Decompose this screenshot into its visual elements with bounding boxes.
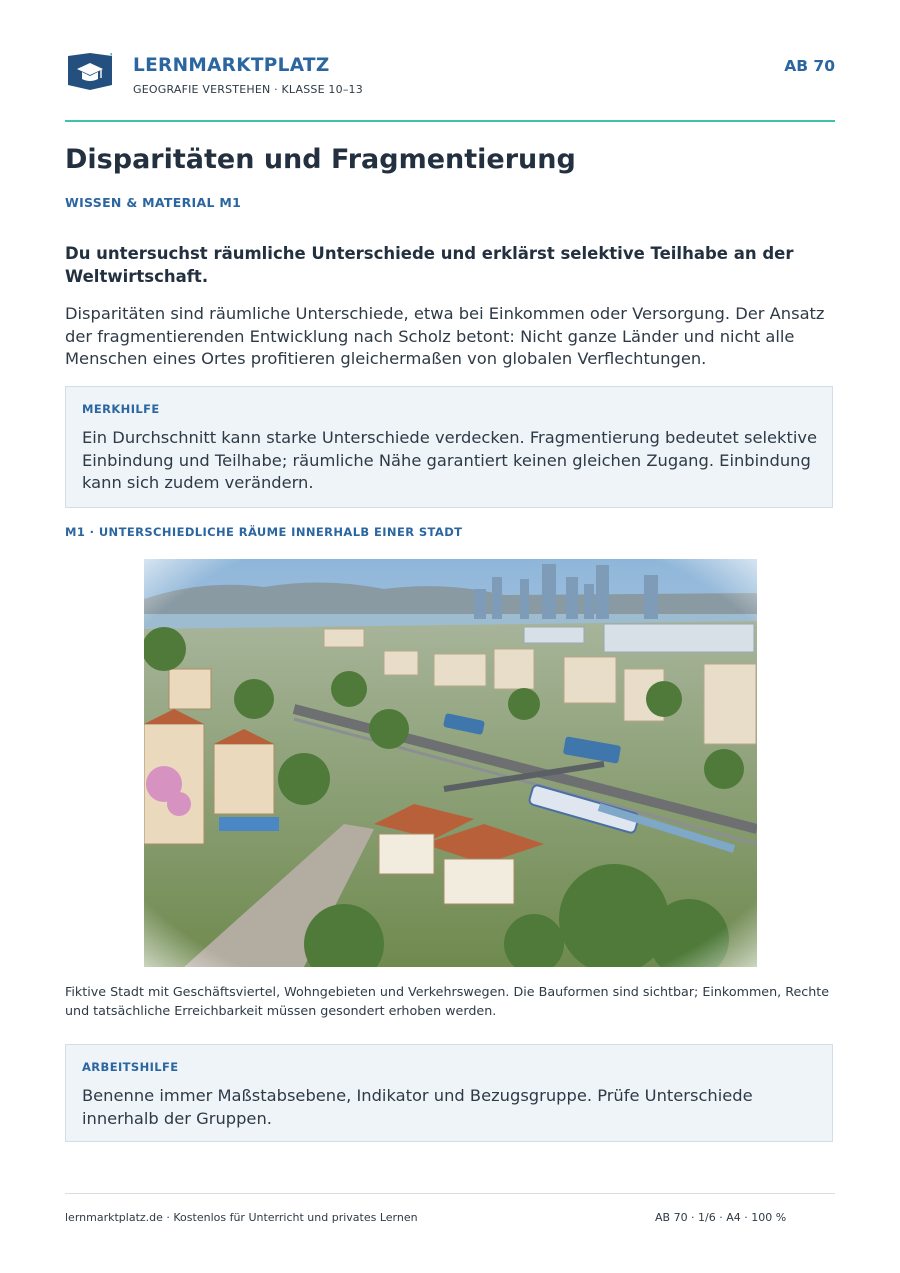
footer-left: lernmarktplatz.de · Kostenlos für Unterricht und privates Lernen — [65, 1211, 418, 1224]
arbeitshilfe-label: ARBEITSHILFE — [82, 1060, 179, 1074]
brand-subtitle: GEOGRAFIE VERSTEHEN · KLASSE 10–13 — [133, 83, 363, 96]
material-heading: M1 · UNTERSCHIEDLICHE RÄUME INNERHALB EINER STADT — [65, 525, 463, 539]
brand-name: LERNMARKTPLATZ — [133, 55, 330, 76]
figure-caption: Fiktive Stadt mit Geschäftsviertel, Wohngebieten und Verkehrswegen. Die Bauformen sind sichtbar; Einkommen, Rechte und tatsächliche Erreichbarkeit müssen gesondert erhoben werden. — [65, 984, 830, 1018]
arbeitshilfe-text: Benenne immer Maßstabsebene, Indikator und Bezugsgruppe. Prüfe Unterschiede innerhalb der Gruppen. — [82, 1086, 753, 1128]
merkhilfe-label: MERKHILFE — [82, 402, 160, 416]
sheet-number: AB 70 — [784, 57, 835, 75]
footer-right: AB 70 · 1/6 · A4 · 100 % — [655, 1211, 787, 1224]
footer-divider — [65, 1193, 835, 1194]
merkhilfe-box — [65, 386, 833, 508]
graduation-cap-logo-icon — [68, 53, 112, 93]
header-divider — [65, 120, 835, 122]
city-illustration — [144, 559, 757, 967]
section-kicker: WISSEN & MATERIAL M1 — [65, 195, 242, 210]
merkhilfe-text: Ein Durchschnitt kann starke Unterschiede verdecken. Fragmentierung bedeutet selektive Einbindung und Teilhabe; räumliche Nähe garantiert keinen gleichen Zugang. Einbindung kann sich zudem verändern. — [82, 428, 818, 492]
lead-text: Du untersuchst räumliche Unterschiede und erklärst selektive Teilhabe an der Weltwirtschaft. — [65, 244, 794, 286]
page-title: Disparitäten und Fragmentierung — [65, 144, 576, 175]
intro-text: Disparitäten sind räumliche Unterschiede, etwa bei Einkommen oder Versorgung. Der Ansatz der fragmentierenden Entwicklung nach Scholz betont: Nicht ganze Länder und nicht alle Menschen eines Ortes profitieren gleichermaßen von globalen Verflechtungen. — [65, 304, 825, 368]
arbeitshilfe-box — [65, 1044, 833, 1142]
